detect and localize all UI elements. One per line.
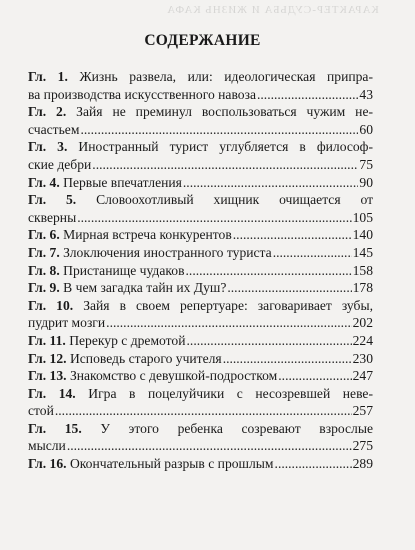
toc-entry-line xyxy=(28,121,373,139)
chapter-title-cont: ва производства искусственного навоза xyxy=(28,86,256,102)
chapter-number: Гл. 11. xyxy=(28,332,66,348)
dot-leader xyxy=(275,455,352,473)
chapter-title: У этого ребенка созревают взрослые xyxy=(100,420,373,436)
dot-leader xyxy=(55,402,352,420)
dot-leader xyxy=(77,209,351,227)
chapter-title: Первые впечатления xyxy=(63,174,182,190)
toc-entry-line xyxy=(28,262,373,280)
toc-entry-line xyxy=(28,68,373,86)
toc-entry xyxy=(28,262,373,280)
chapter-number: Гл. 1. xyxy=(28,69,68,84)
chapter-title: Мирная встреча конкурентов xyxy=(63,227,232,243)
dot-leader xyxy=(223,350,352,368)
toc-entry-line xyxy=(28,226,373,244)
page-number: 60 xyxy=(359,121,373,137)
chapter-heading xyxy=(28,332,186,350)
toc-entry-line xyxy=(28,174,373,192)
chapter-heading xyxy=(28,226,232,244)
toc-entry xyxy=(28,244,373,262)
chapter-number: Гл. 16. xyxy=(28,456,67,472)
chapter-number: Гл. 3. xyxy=(28,139,68,155)
toc-entry xyxy=(28,297,373,332)
toc-entry xyxy=(28,226,373,244)
toc-entry xyxy=(28,420,373,455)
toc-entry-line xyxy=(28,385,373,403)
toc-entry-line xyxy=(28,367,373,385)
chapter-title-cont: пудрит мозги xyxy=(28,315,106,331)
dot-leader xyxy=(67,437,352,455)
page-number: 224 xyxy=(352,332,373,348)
page-number: 178 xyxy=(352,280,373,296)
page-number: 75 xyxy=(359,156,373,172)
toc-entry xyxy=(28,174,373,192)
chapter-heading xyxy=(28,174,182,192)
chapter-title-cont: счастьем xyxy=(28,121,80,137)
page-number: 230 xyxy=(352,350,373,366)
toc-entry xyxy=(28,385,373,420)
toc-entry xyxy=(28,138,373,173)
dot-leader xyxy=(186,262,352,280)
chapter-number: Гл. 14. xyxy=(28,385,76,401)
toc-entry-line xyxy=(28,437,373,455)
dot-leader xyxy=(187,332,352,350)
page-number: 275 xyxy=(352,438,373,454)
page-number: 145 xyxy=(352,244,373,260)
chapter-number: Гл. 2. xyxy=(28,104,67,120)
page-number: 43 xyxy=(359,86,373,102)
bleed-through-text: КАРАКТЕР-СУДЬБА И ЖИЗНЬ КАФА xyxy=(166,4,379,16)
toc-entry-line xyxy=(28,314,373,332)
toc-entry xyxy=(28,279,373,297)
toc-entry xyxy=(28,68,373,103)
dot-leader xyxy=(106,314,351,332)
toc-entry xyxy=(28,191,373,226)
page-number: 140 xyxy=(352,227,373,243)
toc-entry-line xyxy=(28,402,373,420)
chapter-heading xyxy=(28,244,272,262)
chapter-title: Пристанище чудаков xyxy=(63,262,185,278)
page-number: 105 xyxy=(352,209,373,225)
toc-entry-line xyxy=(28,209,373,227)
dot-leader xyxy=(227,279,351,297)
chapter-title: Словоохотливый хищник очищается от xyxy=(96,192,374,208)
toc-entry-line xyxy=(28,350,373,368)
chapter-title: Зайя не преминул воспользоваться чужим не- xyxy=(76,104,374,120)
chapter-title: Перекур с дремотой xyxy=(69,332,186,348)
chapter-heading xyxy=(28,367,277,385)
page-number: 202 xyxy=(352,315,373,331)
dot-leader xyxy=(273,244,352,262)
dot-leader xyxy=(278,367,351,385)
chapter-number: Гл. 12. xyxy=(28,350,67,366)
page-number: 90 xyxy=(359,174,373,190)
chapter-title: Игра в поцелуйчики с несозревшей неве- xyxy=(88,385,373,401)
dot-leader xyxy=(183,174,359,192)
chapter-title: Жизнь развела, или: идеологическая припра- xyxy=(79,69,373,84)
chapter-title: В чем загадка тайн их Душ? xyxy=(63,280,227,296)
chapter-title-cont: ские дебри xyxy=(28,156,92,172)
chapter-number: Гл. 15. xyxy=(28,420,82,436)
chapter-number: Гл. 9. xyxy=(28,280,60,296)
chapter-number: Гл. 5. xyxy=(28,192,77,208)
chapter-title: Знакомство с девушкой-подростком xyxy=(69,368,278,384)
toc-entry xyxy=(28,455,373,473)
chapter-number: Гл. 6. xyxy=(28,227,60,243)
toc-entry xyxy=(28,332,373,350)
toc-entry-line xyxy=(28,191,373,209)
dot-leader xyxy=(80,121,358,139)
page-number: 158 xyxy=(352,262,373,278)
chapter-number: Гл. 7. xyxy=(28,244,60,260)
toc-entry xyxy=(28,103,373,138)
toc-entry-line xyxy=(28,156,373,174)
page-number: 247 xyxy=(352,368,373,384)
dot-leader xyxy=(92,156,358,174)
chapter-title: Исповедь старого учителя xyxy=(69,350,222,366)
toc-entry-line xyxy=(28,420,373,438)
chapter-title: Иностранный турист углубляется в философ- xyxy=(78,139,373,155)
page-number: 257 xyxy=(352,403,373,419)
dot-leader xyxy=(257,86,358,104)
toc-entry xyxy=(28,350,373,368)
chapter-title: Злоключения иностранного туриста xyxy=(63,244,272,260)
chapter-number: Гл. 8. xyxy=(28,262,60,278)
page-number: 289 xyxy=(352,456,373,472)
chapter-title-cont: скверны xyxy=(28,209,77,225)
chapter-number: Гл. 10. xyxy=(28,297,74,313)
chapter-title: Зайя в своем репертуаре: заговаривает зубы, xyxy=(83,297,373,313)
toc-entry-line xyxy=(28,455,373,473)
toc-entry-line xyxy=(28,86,373,104)
toc-entry-line xyxy=(28,103,373,121)
chapter-title-cont: стой xyxy=(28,403,54,419)
chapter-heading xyxy=(28,279,226,297)
toc-entry-line xyxy=(28,279,373,297)
toc-page xyxy=(28,32,373,473)
toc-list xyxy=(28,68,373,473)
toc-entry-line xyxy=(28,138,373,156)
toc-entry xyxy=(28,367,373,385)
toc-entry-line xyxy=(28,244,373,262)
chapter-heading xyxy=(28,350,222,368)
chapter-number: Гл. 4. xyxy=(28,174,60,190)
chapter-heading xyxy=(28,262,185,280)
dot-leader xyxy=(233,226,352,244)
chapter-title: Окончательный разрыв с прошлым xyxy=(69,456,274,472)
toc-entry-line xyxy=(28,332,373,350)
toc-entry-line xyxy=(28,297,373,315)
page-title: СОДЕРЖАНИЕ xyxy=(144,32,261,49)
chapter-title-cont: мысли xyxy=(28,438,66,454)
chapter-number: Гл. 13. xyxy=(28,368,67,384)
chapter-heading xyxy=(28,455,274,473)
